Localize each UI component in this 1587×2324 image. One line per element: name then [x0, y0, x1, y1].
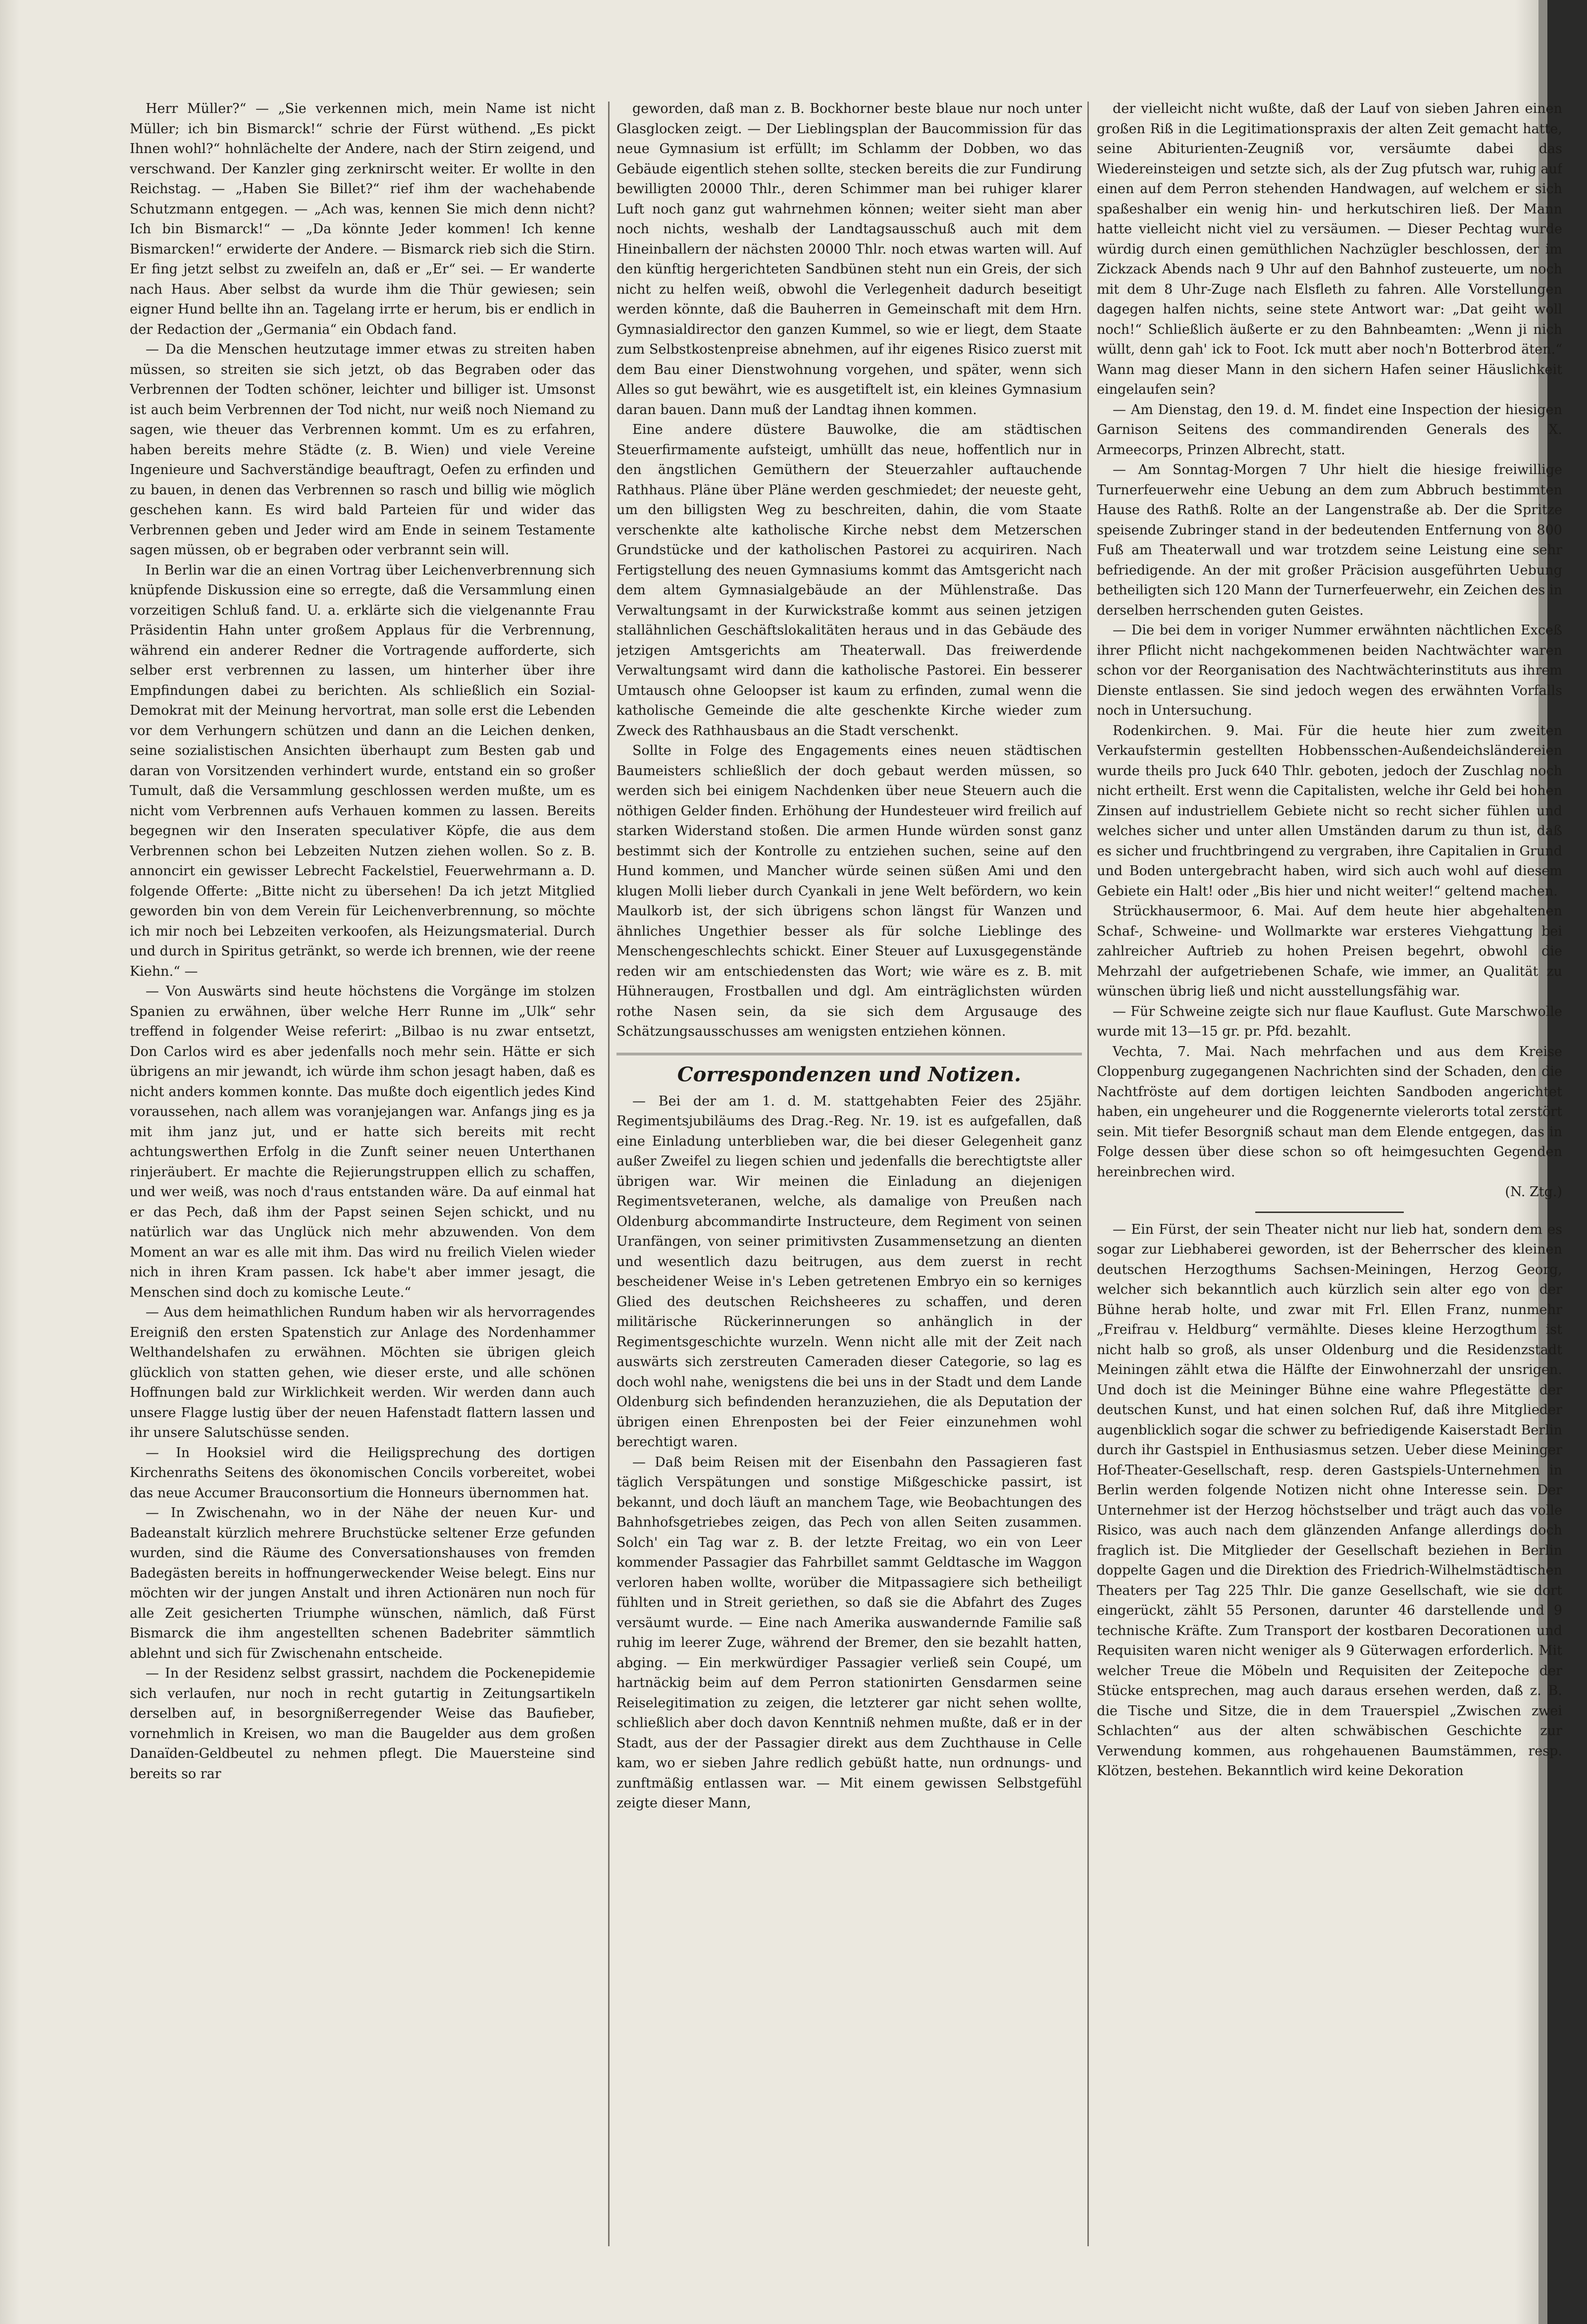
article-paragraph: Herr Müller?“ — „Sie verkennen mich, mein Name ist nicht Müller; ich bin Bismarck!“ schrie der Fürst wüthend. „Es pickt Ihnen wohl?“ hohnlächelte der Andere, nach der Stirn zeigend, und verschwand. Der Kanzler ging zerknirscht weiter. Er wollte in den Reichstag. — „Haben Sie Billet?“ rief ihm der wachehabende Schutzmann entgegen. — „Ach was, kennen Sie mich denn nicht? Ich bin Bismarck!“ — „Da könnte Jeder kommen! Ich kenne Bismarcken!“ erwiderte der Andere. — Bismarck rieb sich die Stirn. Er fing jetzt selbst zu zweifeln an, daß er „Er“ sei. — Er wanderte nach Haus. Aber selbst da wurde ihm die Thür gewiesen; sein eigner Hund bellte ihn an. Tagelang irrte er herum, bis er endlich in der Redaction der „Germania“ ein Obdach fand. [130, 101, 595, 337]
source-reference: (N. Ztg.) [1505, 1184, 1562, 1200]
article-paragraph: — Von Auswärts sind heute höchstens die Vorgänge im stolzen Spanien zu erwähnen, über welche Herr Runne im „Ulk“ sehr treffend in folgender Weise referirt: „Bilbao is nu zwar entsetzt, Don Carlos wird es aber jedenfalls noch mehr sein. Hätte er sich übrigens an mir jewandt, ich würde ihm schon jesagt haben, daß es nicht anders kommen konnte. Das mußte doch eigentlich jedes Kind voraussehen, nach allem was voranjejangen war. Anfangs jing es ja mit ihm janz jut, und er hatte sich bereits mit recht achtungswerthen Erfolg in die Zunft seiner neuen Unterthanen rinjeräubert. Er machte die Rejierungstruppen ellich zu schaffen, und wer weiß, was noch d'raus entstanden wäre. Da auf einmal hat er das Pech, daß ihm der Papst seinen Sejen schickt, und nu natürlich war das Unglück nich mehr abzuwenden. Von dem Moment an war es alle mit ihm. Das wird nu freilich Vielen wieder nich in ihren Kram passen. Ick habe't aber immer jesagt, die Menschen sind doch zu komische Leute.“ [130, 984, 595, 1300]
article-paragraph: — Ein Fürst, der sein Theater nicht nur lieb hat, sondern dem es sogar zur Liebhaberei geworden, ist der Beherrscher des kleinen deutschen Herzogthums Sachsen-Meiningen, Herzog Georg, welcher sich bekanntlich auch kürzlich sein alter ego von der Bühne herab holte, und zwar mit Frl. Ellen Franz, nunmehr „Freifrau v. Heldburg“ vermählte. Dieses kleine Herzogthum ist nicht halb so groß, als unser Oldenburg und die Residenzstadt Meiningen zählt etwa die Hälfte der Einwohnerzahl der unsrigen. Und doch ist die Meininger Bühne eine wahre Pflegestätte der deutschen Kunst, und hat einen solchen Ruf, daß ihre Mitglieder augenblicklich sogar die schwer zu befriedigende Kaiserstadt Berlin durch ihr Gastspiel in Enthusiasmus setzen. Ueber diese Meininger Hof-Theater-Gesellschaft, resp. deren Gastspiels-Unternehmen in Berlin werden folgende Notizen nicht ohne Interesse sein. Der Unternehmer ist der Herzog höchstselber und trägt auch das volle Risico, was auch nach dem glänzenden Anfange allerdings doch fraglich ist. Die Mitglieder der Gesellschaft beziehen in Berlin doppelte Gagen und die Direktion des Friedrich-Wilhelmstädtischen Theaters per Tag 225 Thlr. Die ganze Gesellschaft, wie sie dort eingerückt, zählt 55 Personen, darunter 46 darstellende und 9 technische Kräfte. Zum Transport der kostbaren Decorationen und Requisiten waren nicht weniger als 9 Güterwagen erforderlich. Mit welcher Treue die Möbeln und Requisiten der Zeitepoche der Stücke entsprechen, mag auch daraus ersehen werden, daß z. B. die Tische und Sitze, die in dem Trauerspiel „Zwischen zwei Schlachten“ aus der alten schwäbischen Geschichte zur Verwendung kommen, aus rohgehauenen Baumstämmen, resp. Klötzen, bestehen. Bekanntlich wird keine Dekoration [1097, 1221, 1562, 1779]
article-paragraph: — Für Schweine zeigte sich nur flaue Kauflust. Gute Marschwolle wurde mit 13—15 gr. pr. Pfd. bezahlt. [1097, 1004, 1562, 1039]
article-paragraph: Strückhausermoor, 6. Mai. Auf dem heute hier abgehaltenen Schaf-, Schweine- und Wollmarkte war ersteres Viehgattung bei zahlreicher Auftrieb zu hohen Preisen begehrt, obwohl die Mehrzahl der aufgetriebenen Schafe, wie immer, an Qualität zu wünschen übrig ließ und nicht ausstellungsfähig war. [1097, 903, 1562, 999]
text-column-3 [1097, 99, 1562, 2269]
text-column-1 [130, 99, 595, 2269]
article-paragraph: — Da die Menschen heutzutage immer etwas zu streiten haben müssen, so streiten sie sich jetzt, ob das Begraben oder das Verbrennen der Todten schöner, leichter und billiger ist. Umsonst ist auch beim Verbrennen der Tod nicht, nur weiß noch Niemand zu sagen, wie theuer das Verbrennen kommt. Um es zu erfahren, haben bereits mehre Städte (z. B. Wien) und viele Vereine Ingenieure und Sachverständige beauftragt, Oefen zu erfinden und zu bauen, in denen das Verbrennen so rasch und billig wie möglich geschehen kann. Es wird bald Parteien für und wider das Verbrennen geben und Jeder wird am Ende in seinem Testamente sagen müssen, ob er begraben oder verbrannt sein will. [130, 342, 595, 558]
text-column-2 [616, 99, 1082, 2269]
article-paragraph: — Aus dem heimathlichen Rundum haben wir als hervorragendes Ereigniß den ersten Spatenstich zur Anlage des Nordenhammer Welthandelshafen zu erwähnen. Möchten sie übrigen gleich glücklich von statten gehen, wie dieser erste, und alle schönen Hoffnungen bald zur Wirklichkeit werden. Wir werden dann auch unsere Flagge lustig über der neuen Hafenstadt flattern lassen und ihr unsere Salutschüsse senden. [130, 1305, 595, 1440]
article-paragraph: Rodenkirchen. 9. Mai. Für die heute hier zum zweiten Verkaufstermin gestellten Hobbensschen-Außendeichsländereien wurde theils pro Juck 640 Thlr. geboten, jedoch der Zuschlag noch nicht ertheilt. Erst wenn die Capitalisten, welche ihr Geld bei hohen Zinsen auf industriellem Gebiete nicht so recht sicher fühlen und welches sicher und unter allen Umständen darum zu thun ist, daß es sicher und fruchtbringend zu vergraben, ihre Capitalien in Grund und Boden untergebracht haben, wird sich auch wohl auf diesem Gebiete ein Halt! oder „Bis hier und nicht weiter!“ geltend machen. [1097, 723, 1562, 899]
section-separator [1255, 1212, 1404, 1213]
article-paragraph: — In Zwischenahn, wo in der Nähe der neuen Kur- und Badeanstalt kürzlich mehrere Bruchstücke seltener Erze gefunden wurden, sind die Räume des Conversationshauses von fremden Badegästen bereits in hoffnungerweckender Weise belegt. Eins nur möchten wir der jungen Anstalt und ihren Actionären nun noch für alle Zeit gesicherten Triumphe wünschen, nämlich, daß Fürst Bismarck die ihm angestellten schenen Badebriter sämmtlich ablehnt und sich für Zwischenahn entscheide. [130, 1505, 595, 1661]
column-rule-left [608, 102, 610, 2246]
article-paragraph: — Am Dienstag, den 19. d. M. findet eine Inspection der hiesigen Garnison Seitens des commandirenden Generals des X. Armeecorps, Prinzen Albrecht, statt. [1097, 402, 1562, 458]
article-paragraph: In Berlin war die an einen Vortrag über Leichenverbrennung sich knüpfende Diskussion eine so erregte, daß die Versammlung einen vorzeitigen Schluß fand. U. a. erklärte sich die vielgenannte Frau Präsidentin Hahn unter großem Applaus für die Verbrennung, während ein anderer Redner die Vortragende aufforderte, sich selber erst verbrennen zu lassen, um hinterher über ihre Empfindungen dabei zu berichten. Als schließlich ein Sozial-Demokrat mit der Meinung hervortrat, man solle erst die Lebenden vor dem Verhungern schützen und dann an die Leichen denken, seine sozialistischen Ansichten überhaupt zum Besten gab und daran von Vorsitzenden verhindert wurde, entstand ein so großer Tumult, daß die Versammlung geschlossen werden mußte, um es nicht vom Verbrennen aufs Verhauen kommen zu lassen. Bereits begegnen wir den Inseraten speculativer Köpfe, die aus dem Verbrennen schon bei Lebzeiten Nutzen ziehen wollen. So z. B. annoncirt ein gewisser Lebrecht Fackelstiel, Feuerwehrmann a. D. folgende Offerte: „Bitte nicht zu übersehen! Da ich jetzt Mitglied geworden bin von dem Verein für Leichenverbrennung, so möchte ich mir noch bei Lebzeiten verkoofen, als Heizungsmaterial. Durch und durch in Spiritus getränkt, so werde ich brennen, wie der reene Kiehn.“ — [130, 562, 595, 979]
correspondence-paragraph: — Daß beim Reisen mit der Eisenbahn den Passagieren fast täglich Verspätungen und sonstige Mißgeschicke passirt, ist bekannt, und doch läuft an manchem Tage, wie Beobachtungen des Bahnhofsgetriebes zeigen, das Pech von allen Seiten zusammen. Solch' ein Tag war z. B. der letzte Freitag, wo ein von Leer kommender Passagier das Fahrbillet sammt Geldtasche im Waggon verloren haben wollte, worüber die Mitpassagiere sich betheiligt fühlten und in Streit geriethen, so daß sie die Abfahrt des Zuges versäumt wurde. — Eine nach Amerika auswandernde Familie saß ruhig im leerer Zuge, während der Bremer, den sie bezahlt hatten, abging. — Ein merkwürdiger Passagier verließ sein Coupé, um hartnäckig beim auf dem Perron stationirten Gensdarmen seine Reiselegitimation zu zeigen, die letzterer gar nicht sehen wollte, schließlich aber doch davon Kenntniß nehmen mußte, daß er in der Stadt, aus der der Passagier direkt aus dem Zuchthause in Celle kam, wo er sieben Jahre redlich gebüßt hatte, nun ordnungs- und zunftmäßig entlassen war. — Mit einem gewissen Selbstgefühl zeigte dieser Mann, [616, 1454, 1082, 1811]
article-paragraph: der vielleicht nicht wußte, daß der Lauf von sieben Jahren einen großen Riß in die Legitimationspraxis der alten Zeit gemacht hatte, seine Abiturienten-Zeugniß vor, versäumte dabei das Wiedereinsteigen und setzte sich, als der Zug pfutsch war, ruhig auf einen auf dem Perron stehenden Handwagen, auf welchem er sich spaßeshalber ein wenig hin- und herkutschiren ließ. Der Mann hatte vielleicht nicht viel zu versäumen. — Dieser Pechtag wurde würdig durch einen gemüthlichen Nachzügler beschlossen, der im Zickzack Abends nach 9 Uhr auf den Bahnhof zusteuerte, um noch mit dem 8 Uhr-Zuge nach Elsfleth zu fahren. Alle Vorstellungen dagegen halfen nichts, seine stete Antwort war: „Dat geiht woll noch!“ Schließlich äußerte er zu den Bahnbeamten: „Wenn ji nich wüllt, denn gah' ick to Foot. Ick mutt aber noch'n Botterbrod äten.“ Wann mag dieser Mann in den sichern Hafen seiner Häuslichkeit eingelaufen sein? [1097, 101, 1562, 397]
article-paragraph: — Die bei dem in voriger Nummer erwähnten nächtlichen Exceß ihrer Pflicht nicht nachgekommenen beiden Nachtwächter waren schon vor der Reorganisation des Nachtwächterinstituts aus ihrem Dienste entlassen. Sie sind jedoch wegen des erwähnten Vorfalls noch in Untersuchung. [1097, 623, 1562, 718]
column-rule-right [1087, 102, 1089, 2246]
article-paragraph: geworden, daß man z. B. Bockhorner beste blaue nur noch unter Glasglocken zeigt. — Der Lieblingsplan der Baucommission für das neue Gymnasium ist erfüllt; im Schlamm der Dobben, wo das Gebäude eigentlich stehen sollte, stecken bereits die zur Fundirung bewilligten 20000 Thlr., deren Schimmer man bei ruhiger klarer Luft noch ganz gut wahrnehmen können; weiter sieht man aber noch nichts, weshalb der Landtagsausschuß auch mit dem Hineinballern der nächsten 20000 Thlr. noch etwas warten will. Auf den künftig hergerichteten Sandbünen steht nun ein Greis, der sich nicht zu helfen weiß, obwohl die Verlegenheit dadurch beseitigt werden könnte, daß die Bauherren in Gemeinschaft mit dem Hrn. Gymnasialdirector den ganzen Kummel, so wie er liegt, dem Staate zum Selbstkostenpreise abnehmen, auf ihr eigenes Risico zuerst mit dem Bau einer Dienstwohnung vorgehen, und später, wenn sich Alles so gut bewährt, wie es ausgetiftelt ist, ein kleines Gymnasium daran bauen. Dann muß der Landtag ihnen kommen. [616, 101, 1082, 418]
section-heading: Correspondenzen und Notizen. [616, 1053, 1082, 1087]
article-paragraph: — In Hooksiel wird die Heiligsprechung des dortigen Kirchenraths Seitens des ökonomischen Concils vorbereitet, wobei das neue Accumer Brauconsortium die Honneurs übernommen hat. [130, 1445, 595, 1501]
article-paragraph: — Am Sonntag-Morgen 7 Uhr hielt die hiesige freiwillige Turnerfeuerwehr eine Uebung an dem zum Abbruch bestimmten Hause des Rathß. Rolte an der Langenstraße ab. Der die Spritze speisende Zubringer stand in der bedeutenden Entfernung von 800 Fuß am Theaterwall und war trotzdem seine Leistung eine sehr befriedigende. An der mit großer Präcision ausgeführten Uebung betheiligten sich 120 Mann der Turnerfeuerwehr, ein Zeichen des in derselben herrschenden guten Geistes. [1097, 462, 1562, 618]
article-paragraph: Eine andere düstere Bauwolke, die am städtischen Steuerfirmamente aufsteigt, umhüllt das neue, hoffentlich nur in den ängstlichen Gemüthern der Steuerzahler auftauchende Rathhaus. Pläne über Pläne werden geschmiedet; der neueste geht, um den billigsten Weg zu beschreiten, dahin, die vom Staate verschenkte alte katholische Kirche nebst dem Metzerschen Grundstücke und der katholischen Pastorei zu acquiriren. Nach Fertigstellung des neuen Gymnasiums kommt das Amtsgericht nach dem altem Gymnasialgebäude an der Mühlenstraße. Das Verwaltungsamt in der Kurwickstraße kommt aus seinen jetzigen stallähnlichen Geschäftslokalitäten heraus und in das Gebäude des jetzigen Amtsgerichts am Theaterwall. Das freiwerdende Verwaltungsamt wird dann die katholische Pastorei. Ein besserer Umtausch ohne Geloopser ist kaum zu erfinden, zumal wenn die katholische Gemeinde die alte geschenkte Kirche wieder zum Zweck des Rathhausbaus an die Stadt verschenkt. [616, 422, 1082, 739]
article-paragraph: Vechta, 7. Mai. Nach mehrfachen und aus dem Kreise Cloppenburg zugegangenen Nachrichten sind der Schaden, den die Nachtfröste auf dem dortigen leichten Sandboden angerichtet haben, ein ungeheurer und die Roggenernte vielerorts total zerstört sein. Mit tiefer Besorgniß schaut man dem Elende entgegen, das in Folge dessen über diese schon so oft heimgesuchten Gegenden hereinbrechen wird. [1097, 1044, 1562, 1180]
correspondence-paragraph: — Bei der am 1. d. M. stattgehabten Feier des 25jähr. Regimentsjubiläums des Drag.-Reg. Nr. 19. ist es aufgefallen, daß eine Einladung unterblieben war, die bei dieser Gelegenheit ganz außer Zweifel zu liegen schien und jedenfalls die berechtigtste aller übrigen war. Wir meinen die Einladung an diejenigen Regimentsveteranen, welche, als damalige von Preußen nach Oldenburg abcommandirte Instructeure, dem Regiment von seinen Uranfängen, von seiner primitivsten Zusammensetzung an dienten und wesentlich dazu beitrugen, aus dem zuerst in recht bescheidener Weise in's Leben getretenen Embryo ein so kerniges Glied des deutschen Reichsheeres zu schaffen, und deren militärische Rückerinnerungen so anhänglich in der Regimentsgeschichte wurzeln. Wenn nicht alle mit der Zeit nach auswärts sich zerstreuten Cameraden dieser Categorie, so lag es doch wohl nahe, wenigstens die bei uns in der Stadt und dem Lande Oldenburg sich befindenden heranzuziehen, die als Deputation der übrigen einen Ehrenposten bei der Feier einzunehmen wohl berechtigt waren. [616, 1093, 1082, 1450]
article-paragraph: — In der Residenz selbst grassirt, nachdem die Pockenepidemie sich verlaufen, nur noch in recht gutartig in Zeitungsartikeln derselben auf, in besorgnißerregender Weise das Baufieber, vornehmlich in Kreisen, wo man die Baugelder aus dem großen Danaïden-Geldbeutel zu nehmen pflegt. Die Mauersteine sind bereits so rar [130, 1666, 595, 1782]
article-paragraph: Sollte in Folge des Engagements eines neuen städtischen Baumeisters schließlich der doch gebaut werden müssen, so werden sich bei einigem Nachdenken über neue Steuern auch die nöthigen Gelder finden. Erhöhung der Hundesteuer wird freilich auf starken Widerstand stoßen. Die armen Hunde würden sonst ganz bestimmt sich der Kontrolle zu entziehen suchen, seine auf den Hund kommen, und Mancher würde seinen süßen Ami und den klugen Molli lieber durch Cyankali in jene Welt befördern, wo kein Maulkorb ist, der sich übrigens schon längst für Wanzen und ähnliches Ungethier besser als für solche Lieblinge des Menschengeschlechts schickt. Einer Steuer auf Luxusgegenstände reden wir am entschiedensten das Wort; wie wäre es z. B. mit Hühneraugen, Frostballen und dgl. Am einträglichsten würden rothe Nasen sein, da sie sich dem Argusauge des Schätzungsausschusses am wenigsten entziehen können. [616, 743, 1082, 1039]
